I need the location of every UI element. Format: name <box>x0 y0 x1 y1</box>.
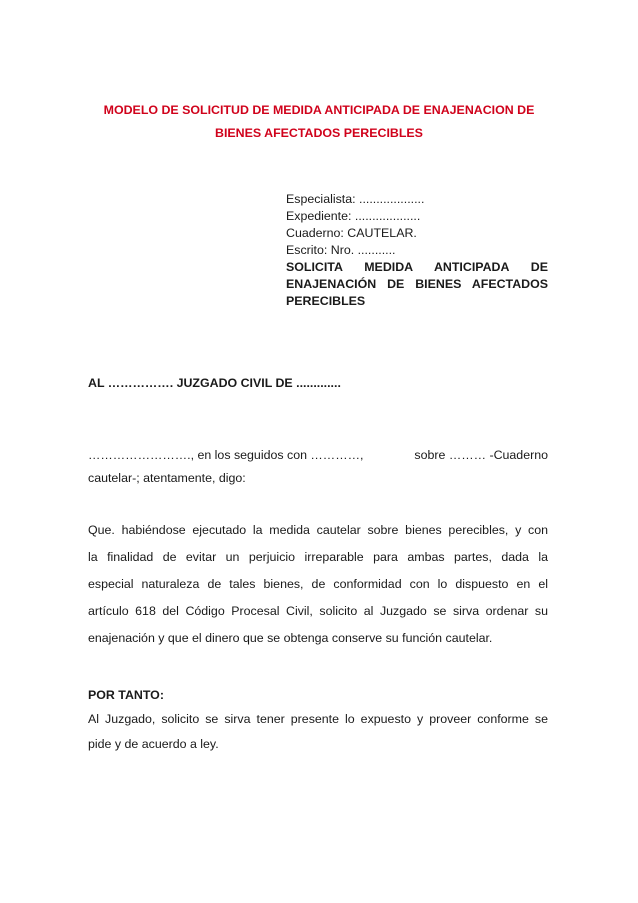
escrito-field: Escrito: Nro. ........... <box>286 243 396 257</box>
body-line-4: artículo 618 del Código Procesal Civil, solicito al Juzgado se sirva ordenar su <box>88 604 548 618</box>
body-line-3: especial naturaleza de tales bienes, de conformidad con lo dispuesto en el <box>88 577 548 591</box>
por-tanto-line-2: pide y de acuerdo a ley. <box>88 737 219 751</box>
sumilla-line-3: PERECIBLES <box>286 294 366 308</box>
intro-line-1 <box>88 446 548 464</box>
body-line-2: la finalidad de evitar un perjuicio irreparable para ambas partes, dada la <box>88 550 548 564</box>
por-tanto-heading: POR TANTO: <box>88 688 164 702</box>
intro-part-2: sobre ……… -Cuaderno <box>414 448 548 462</box>
case-metadata <box>286 191 548 310</box>
especialista-field: Especialista: ................... <box>286 192 425 206</box>
por-tanto-line-1: Al Juzgado, solicito se sirva tener presente lo expuesto y proveer conforme se <box>88 712 548 726</box>
intro-part-1: ……………………., en los seguidos con …………, <box>88 448 364 462</box>
addressee: AL ……………. JUZGADO CIVIL DE ............. <box>88 376 341 390</box>
document-title-line-1: MODELO DE SOLICITUD DE MEDIDA ANTICIPADA DE ENAJENACION DE <box>103 103 535 117</box>
expediente-field: Expediente: ................... <box>286 209 421 223</box>
body-line-1: Que. habiéndose ejecutado la medida cautelar sobre bienes perecibles, y con <box>88 523 548 537</box>
sumilla-line-2: ENAJENACIÓN DE BIENES AFECTADOS <box>286 277 548 291</box>
document-title-line-2: BIENES AFECTADOS PERECIBLES <box>215 126 423 140</box>
sumilla-line-1: SOLICITA MEDIDA ANTICIPADA DE <box>286 260 548 274</box>
cuaderno-field: Cuaderno: CAUTELAR. <box>286 226 417 240</box>
intro-line-2: cautelar-; atentamente, digo: <box>88 471 246 485</box>
body-line-5: enajenación y que el dinero que se obtenga conserve su función cautelar. <box>88 631 493 645</box>
